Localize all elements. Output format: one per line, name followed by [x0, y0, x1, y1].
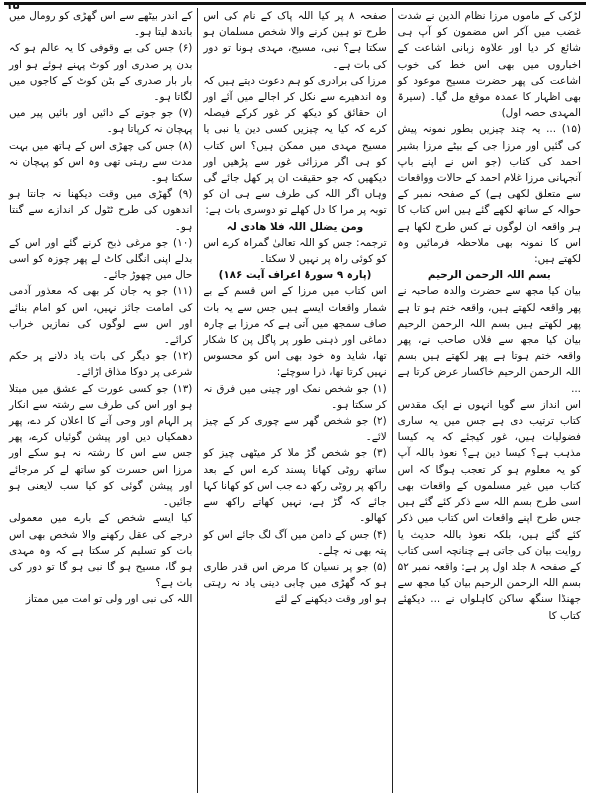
- list-item: (۱۲) جو دیگر کی بات یاد دلانے پر حکم شرعی پر دوکا مذاق اڑائے۔: [9, 350, 193, 379]
- list-item: (۱) جو شخص نمک اور چینی میں فرق نہ کر سکتا ہو۔: [203, 382, 387, 411]
- list-item: (۱۰) جو مرغی ذبح کرنے گئے اور اس کے بدلے اپنی انگلی کاٹ لے پھر چوزہ کو اسی حال میں چھوڑ جائے۔: [9, 236, 193, 282]
- text-columns: [4, 8, 586, 793]
- list-item: کے اندر بیٹھے سے اس گھڑی کو رومال میں باندھ لیتا ہو۔: [9, 10, 193, 39]
- list-item: (۱۱) جو یہ جان کر بھی کہ معذور آدمی کی امامت جائز نہیں، اس کو امام بنائے اور اس سے لوگوں کی نمازیں خراب کرائے۔: [9, 285, 193, 347]
- list-item: (۸) جس کی چھڑی اس کے ہاتھ میں بہت مدت سے رہتی تھی وہ اس کو پہچان نہ سکتا ہو۔: [9, 139, 193, 185]
- bismillah: بسم اللہ الرحمن الرحیم: [427, 269, 551, 282]
- list-item: (۹) گھڑی میں وقت دیکھنا نہ جانتا ہو اندھوں کی طرح ٹٹول کر اندازے سے گنتا ہو۔: [9, 188, 193, 233]
- list-item: (۲) جو شخص گھر سے چوری کر کے چیز لائے۔: [203, 415, 387, 444]
- paragraph: بیان کیا مجھ سے حضرت والدہ صاحبہ نے پھر واقعہ لکھتے ہیں، واقعہ ختم ہو تا ہے پھر لکھتے ہیں بسم اللہ الرحمن الرحیم بیان کیا مجھ سے فلاں صاحب نے، پھر واقعہ ختم ہوتا ہے پھر لکھتے ہیں بسم اللہ الرحمن الرحیم خاکسار عرض کرتا ہے ...: [397, 285, 581, 395]
- page-number: ۱۵: [6, 0, 20, 12]
- column-middle: [197, 8, 392, 793]
- paragraph: صفحہ ۸ پر کیا اللہ پاک کے نام کی اس طرح تو ہین کرنے والا شخص مسلمان ہو سکتا ہے؟ نبی، مسیح، مہدی ہونا تو دور کی بات ہے۔: [203, 10, 387, 71]
- header-rule: [4, 2, 586, 5]
- quran-verse: ومن یضلل اللہ فلا ھادی لہ: [226, 220, 364, 233]
- verse-reference: (پارہ ۹ سورۂ اعراف آیت ۱۸۶): [218, 269, 372, 282]
- list-item: (۵) جو پر نسیان کا مرض اس قدر طاری ہو کہ گھڑی میں چابی دینی یاد نہ رہتی ہو اور وقت دیکھنے کے لئے: [203, 560, 387, 606]
- paragraph: لڑکی کے ماموں مرزا نظام الدین نے شدت غضب میں آکر اس مضمون کو آپ ہی شائع کر دیا اور علاوہ زبانی اشاعت کے اخباروں میں بھی اس خط کی خوب اشاعت کی پھر حضرت مسیح موعود کو بھی اظہار کا عمدہ موقع مل گیا۔ (سیرۃ المہدی حصہ اول): [397, 10, 581, 120]
- paragraph: کیا ایسے شخص کے بارے میں معمولی درجے کی عقل رکھنے والا شخص بھی اس بات کو تسلیم کر سکتا ہے کہ وہ مہدی ہو گا، مسیح ہو گا نبی ہو گا تو دور کی بات ہے؟: [9, 512, 193, 590]
- list-item: (۷) جو جوتے کے دائیں اور بائیں پیر میں پہچان نہ کرپاتا ہو۔: [9, 107, 193, 136]
- list-item: (۶) جس کی بے وقوفی کا یہ عالم ہو کہ بدن پر صدری اور کوٹ پہنے ہوئے ہو اور بار بار صدری کے بٹن کوٹ کے کاجوں میں لگاتا ہو۔: [9, 42, 193, 104]
- verse-translation: ترجمہ: جس کو اللہ تعالیٰ گمراہ کرے اس کو کوئی راہ پر نہیں لا سکتا۔: [203, 236, 387, 266]
- paragraph: اس انداز سے گویا انہوں نے ایک مقدس کتاب ترتیب دی ہے جس میں یہ ساری فضولیات ہیں، غور کیجئے کہ یہ کیسا مذہب ہے؟ کیسا دین ہے؟ نعوذ باللہ آپ کو یہ معلوم ہو کر تعجب ہوگا کہ اس کتاب میں غیر مسلموں کے واقعات بھی اسی طرح بسم اللہ سے ذکر کئے گئے ہیں جس طرح اپنے واقعات اس کتاب میں ذکر کئے گئے ہیں، بلکہ نعوذ باللہ حدیث یا روایت بیان کی جاتی ہے چنانچہ اسی کتاب کے صفحہ ۸ جلد اول پر ہے: واقعہ نمبر ۵۲ بسم اللہ الرحمن الرحیم بیان کیا مجھ سے جھنڈا سنگھ ساکن کاہلواں نے ... دیکھئے کتاب کا: [397, 398, 581, 622]
- column-left: [4, 8, 197, 793]
- list-item: (۳) جو شخص گڑ ملا کر میٹھی چیز کو ساتھ روٹی کھانا پسند کرے اس کے بعد راکھ پر روٹی رکھ دے جب اس کو کھانا کہا جائے کہ گڑ ہے، نہیں کھاتے راکھ سے کھالو۔: [203, 447, 387, 525]
- paragraph: اللہ کی نبی اور ولی تو امت میں ممتاز: [25, 593, 193, 606]
- paragraph: (۱۵) ... یہ چند چیزیں بطور نمونہ پیش کی گئیں اور مرزا جی کے بیٹے مرزا بشیر احمد کی کتاب (جو اس نے اپنے باپ آنجہانی مرزا غلام احمد کے حالات وواقعات سے متعلق لکھی ہے) کے صفحہ نمبر کے حوالہ کے ساتھ لکھے گئے ہیں اس کتاب کا ہر واقعہ ان لوگوں نے کس طرح لکھا ہے اس کا نمونہ بھی ملاحظہ فرمائیں وہ لکھتے ہیں:: [397, 123, 581, 266]
- paragraph: اس کتاب میں مرزا کے اس قسم کے بے شمار واقعات ایسے ہیں جس سے یہ بات صاف سمجھ میں آتی ہے کہ مرزا بے چارہ دماغی اور ذہنی طور پر پاگل پن کا شکار تھا، شاید وہ خود بھی اس کو محسوس نہیں کرتا تھا، ذرا سوچئے:: [203, 285, 387, 379]
- list-item: (۱۳) جو کسی عورت کے عشق میں مبتلا ہو اور اس کی طرف سے رشتہ سے انکار پر الہام اور وحی آنے کا اعلان کر دے، پھر دھمکیاں دیں اور پیشن گوئیاں کرے، پھر جس سے اس کا رشتہ نہ ہو سکے اور مرزا اس حسرت کو ساتھ لے کر مرجائے اور پیشن گوئی کو کیا سب لایعنی ہو جائیں۔: [9, 382, 193, 509]
- paragraph: مرزا کی برادری کو ہم دعوت دیتے ہیں کہ وہ اندھیرے سے نکل کر اجالے میں آئے اور ان حقائق کو دیکھ کر غور کرکے فیصلہ کرے کہ کیا یہ چیزیں کسی دین یا نبی یا مسیح مہدی میں ممکن ہیں؟ اس کتاب کو ہی اگر مرزائی غور سے پڑھیں اور دیکھیں کہ جو حقیقت ان پر کھل جائے گی وہاں اگر اللہ کی طرف سے ہی ان کو توبہ پر مرا کا دل کھلے تو دوسری بات ہے:: [203, 74, 387, 217]
- column-right: [393, 8, 586, 793]
- list-item: (۴) جس کے دامن میں آگ لگ جائے اس کو پتہ بھی نہ چلے۔: [203, 528, 387, 557]
